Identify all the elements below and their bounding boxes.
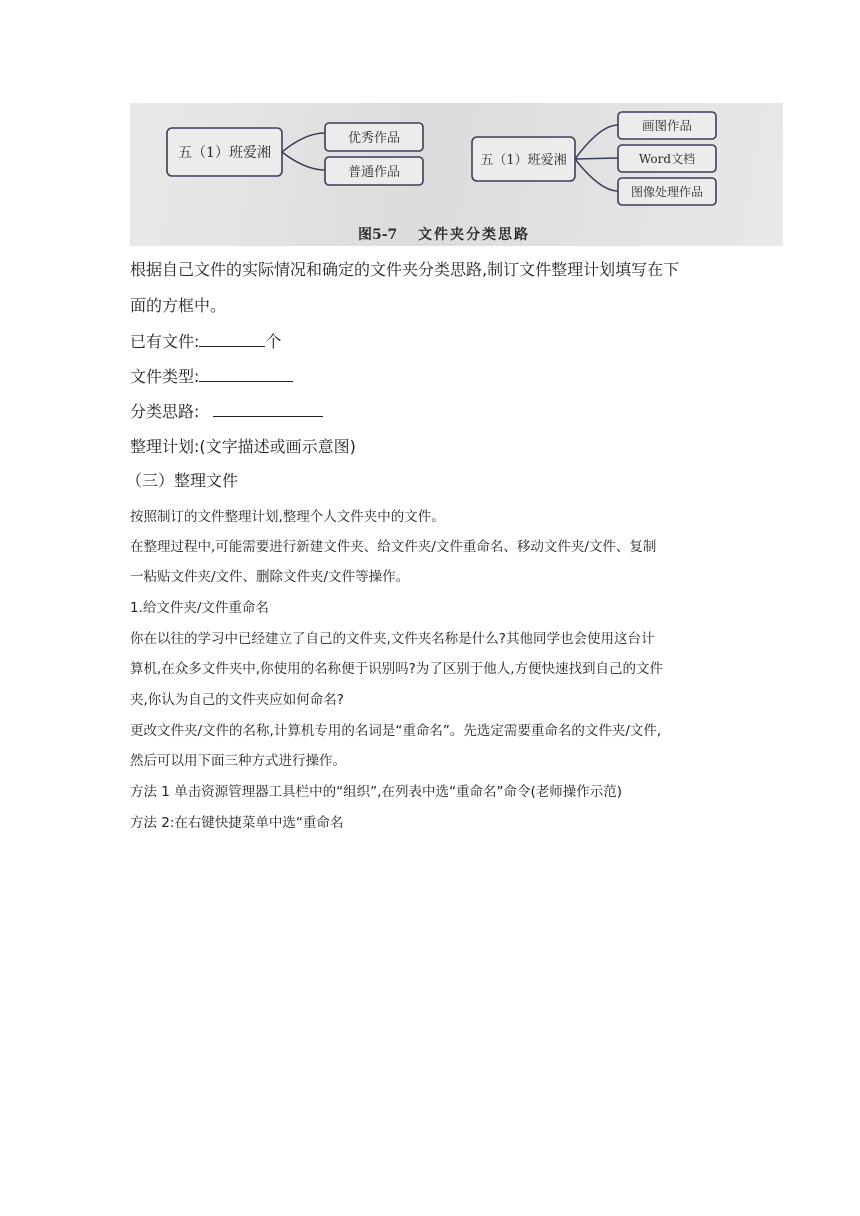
plan-label: 整理计划:(文字描述或画示意图): [130, 437, 356, 456]
left-root-node: [167, 128, 282, 176]
left-child-node-2: [325, 157, 423, 185]
intro-line-2: 面的方框中。: [130, 296, 227, 315]
existing-files-unit: 个: [265, 332, 282, 351]
classify-label: 分类思路:: [130, 402, 200, 421]
paragraph-4-line-1: 更改文件夹/文件的名称,计算机专用的名词是“重命名”。先选定需要重命名的文件夹/文件,: [130, 723, 662, 739]
sub-heading: 1.给文件夹/文件重命名: [130, 600, 269, 616]
file-types-label: 文件类型:: [130, 367, 200, 386]
right-child-label-1: 画图作品: [641, 118, 693, 133]
paragraph-1: 按照制订的文件整理计划,整理个人文件夹中的文件。: [130, 509, 445, 525]
classify-blank: [213, 401, 323, 417]
right-child-node-3: [618, 178, 716, 205]
right-connector-3: [575, 159, 618, 191]
left-root-label: 五（1）班爱湘: [178, 145, 271, 161]
intro-line-1: 根据自己文件的实际情况和确定的文件夹分类思路,制订文件整理计划填写在下: [130, 260, 680, 279]
existing-files-row: [130, 329, 281, 352]
left-connector-1: [282, 133, 325, 152]
paragraph-2-line-1: 在整理过程中,可能需要进行新建文件夹、给文件夹/文件重命名、移动文件夹/文件、复制: [130, 539, 657, 555]
left-child-label-2: 普通作品: [347, 165, 401, 180]
paragraph-3-line-3: 夹,你认为自己的文件夹应如何命名?: [130, 692, 344, 708]
existing-files-label: 已有文件:: [130, 332, 200, 351]
method-1: 方法 1 单击资源管理器工具栏中的“组织”,在列表中选“重命名”命令(老师操作示范): [130, 784, 622, 800]
right-connector-2: [575, 158, 618, 159]
existing-files-blank: [199, 331, 265, 347]
right-child-node-2: [618, 145, 716, 172]
classification-diagram: [130, 103, 783, 246]
paragraph-3-line-2: 算机,在众多文件夹中,你使用的名称便于识别吗?为了区别于他人,方便快速找到自己的文件: [130, 661, 664, 677]
file-types-blank: [199, 366, 293, 382]
paragraph-3-line-1: 你在以往的学习中已经建立了自己的文件夹,文件夹名称是什么?其他同学也会使用这台计: [130, 631, 655, 647]
classify-row: [130, 399, 323, 422]
figure-caption-title: 文件夹分类思路: [418, 227, 530, 243]
folder-classification-figure: [130, 103, 783, 246]
paragraph-4-line-2: 然后可以用下面三种方式进行操作。: [130, 753, 346, 769]
right-child-label-2: Word文档: [638, 152, 696, 166]
left-child-node-1: [325, 123, 423, 151]
paragraph-2-line-2: 一粘贴文件夹/文件、删除文件夹/文件等操作。: [130, 569, 410, 585]
left-child-label-1: 优秀作品: [347, 131, 401, 146]
file-types-row: [130, 364, 293, 387]
right-connector-1: [575, 125, 618, 159]
section-heading: （三）整理文件: [126, 471, 239, 490]
right-child-node-1: [618, 112, 716, 139]
figure-caption-number: 图5-7: [358, 227, 398, 243]
right-root-node: [472, 137, 575, 181]
right-child-label-3: 图像处理作品: [630, 185, 704, 199]
left-connector-2: [282, 152, 325, 170]
method-2: 方法 2:在右键快捷菜单中选“重命名: [130, 815, 344, 831]
right-root-label: 五（1）班爱湘: [480, 153, 567, 168]
